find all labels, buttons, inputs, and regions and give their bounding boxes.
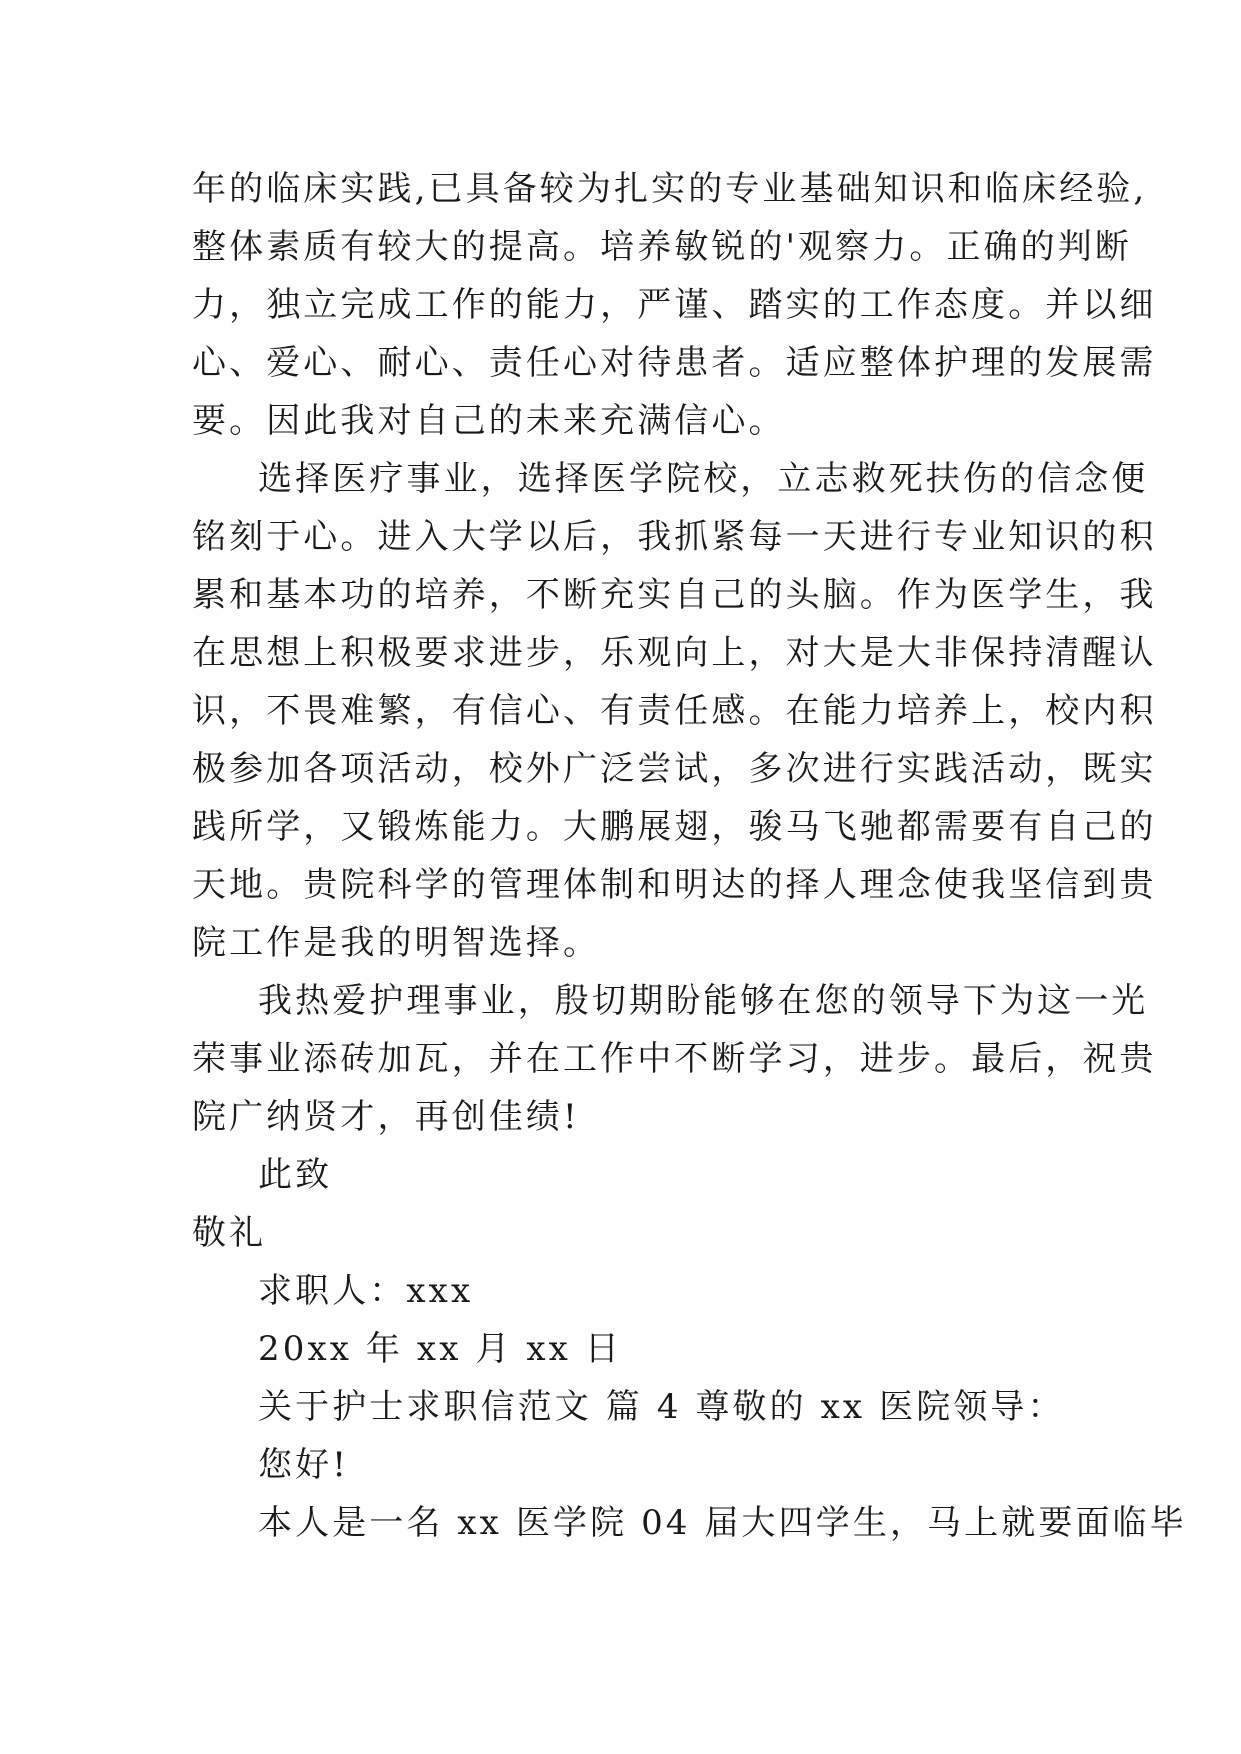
text-line: 本人是一名 xx 医学院 04 届大四学生，马上就要面临毕 [258,1503,1187,1543]
text-line: 要。因此我对自己的未来充满信心。 [192,401,786,441]
text-line: 20xx 年 xx 月 xx 日 [258,1329,622,1369]
letter-body [192,160,1187,1552]
text-line: 您好! [258,1445,349,1485]
text-line: 整体素质有较大的提高。培养敏锐的'观察力。正确的判断 [192,227,1132,267]
text-line: 关于护士求职信范文 篇 4 尊敬的 xx 医院领导： [258,1387,1065,1427]
text-line: 极参加各项活动，校外广泛尝试，多次进行实践活动，既实 [192,749,1157,789]
text-line: 选择医疗事业，选择医学院校，立志救死扶伤的信念便 [258,459,1149,499]
text-line: 在思想上积极要求进步，乐观向上，对大是大非保持清醒认 [192,633,1157,673]
text-line: 铭刻于心。进入大学以后，我抓紧每一天进行专业知识的积 [192,517,1157,557]
text-line: 敬礼 [192,1213,267,1253]
text-line: 心、爱心、耐心、责任心对待患者。适应整体护理的发展需 [192,343,1157,383]
text-line: 我热爱护理事业，殷切期盼能够在您的领导下为这一光 [258,981,1149,1021]
text-line: 践所学，又锻炼能力。大鹏展翅，骏马飞驰都需要有自己的 [192,807,1157,847]
text-line: 荣事业添砖加瓦，并在工作中不断学习，进步。最后，祝贵 [192,1039,1157,1079]
text-line: 求职人：xxx [258,1271,474,1311]
text-line: 力，独立完成工作的能力，严谨、踏实的工作态度。并以细 [192,285,1157,325]
text-line: 识，不畏难繁，有信心、有责任感。在能力培养上，校内积 [192,691,1157,731]
text-line: 院广纳贤才，再创佳绩! [192,1097,580,1137]
text-line: 院工作是我的明智选择。 [192,923,601,963]
text-line: 累和基本功的培养，不断充实自己的头脑。作为医学生，我 [192,575,1157,615]
text-line: 天地。贵院科学的管理体制和明达的择人理念使我坚信到贵 [192,865,1157,905]
text-line: 此致 [258,1155,333,1195]
text-line: 年的临床实践,已具备较为扎实的专业基础知识和临床经验, [192,169,1148,209]
